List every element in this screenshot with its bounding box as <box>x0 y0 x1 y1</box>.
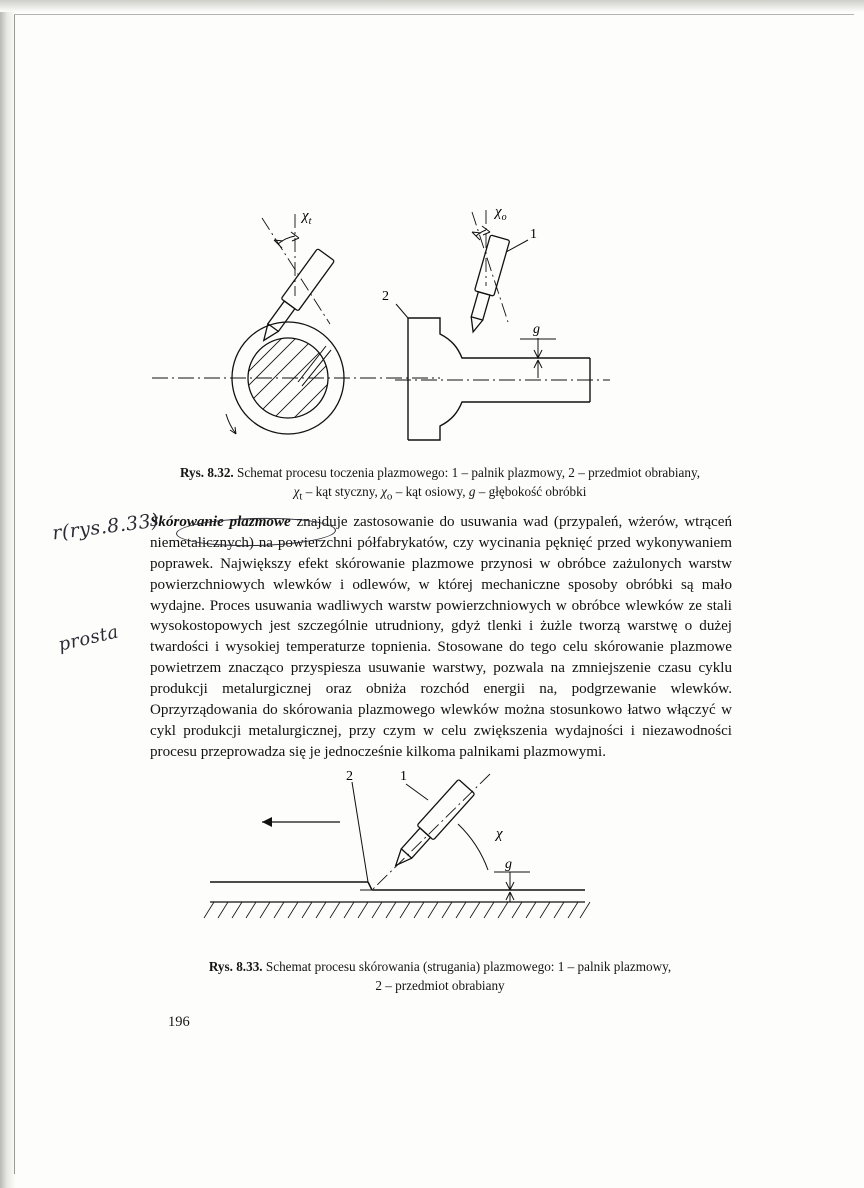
paragraph-body: znajduje zastosowanie do usuwania wad (przypaleń, wżerów, wtrąceń niemetalicznych) na powierzchni półfabrykatów, czy wycinania pęknięć przed wykonywaniem poprawek. Największy efekt skórowanie plazmowe przynosi w obróbce zażulonych warstw powierzchniowych wlewków i odlewów, w której mechaniczne sposoby obróbki są mało wydajne. Proces usuwania wadliwych warstw powierzchniowych w obróbce wlewków ze stali wysokostopowych jest szczególnie utrudniony, gdyż tlenki i żużle tworzą warstwę o dużej twardości i wysokiej temperaturze topnienia. Stosowane do tego celu skórowanie plazmowe powietrzem znacząco przyspiesza usuwanie warstwy, pozwala na zmniejszenie czasu cyklu produkcji metalurgicznej oraz obniża rozchód energii na, podgrzewanie wlewków. Oprzyrządowania do skórowania plazmowego wlewków można stosunkowo łatwo włączyć w cykl produkcji metalurgicznej, przy czym w celu zwiększenia wydajności i niezawodności procesu przeprowadza się je jednocześnie kilkoma palnikami plazmowymi. <box>150 514 732 760</box>
figure-8-33-diagram <box>200 760 660 935</box>
figure-8-32-caption <box>150 464 730 505</box>
figure-8-32-label-g: g <box>533 322 540 337</box>
figure-8-32-caption-text: Schemat procesu toczenia plazmowego: 1 – palnik plazmowy, 2 – przedmiot obrabiany, <box>233 465 701 480</box>
figure-8-33-label-g: g <box>505 857 512 872</box>
figure-8-33-label-2: 2 <box>346 769 353 784</box>
scan-border-line-horizontal <box>14 14 854 15</box>
figure-8-32-caption-number: Rys. 8.32. <box>179 465 234 480</box>
handwritten-annotation-formula-ref: r(rys.8.33) <box>51 509 161 545</box>
figure-8-32-diagram <box>190 200 690 450</box>
handwritten-annotation-prosta: prosta <box>56 621 121 656</box>
figure-8-32-label-1: 1 <box>530 227 537 242</box>
figure-8-32-label-2: 2 <box>382 289 389 304</box>
figure-8-33-label-1: 1 <box>400 769 407 784</box>
page-number: 196 <box>168 1014 190 1030</box>
scan-border-line-vertical <box>14 14 15 1174</box>
figure-8-32-label-chi-o: $\chi_o$ <box>495 204 507 223</box>
figure-8-32-label-chi-t: $\chi_t$ <box>302 208 312 227</box>
body-paragraph <box>150 512 732 763</box>
paragraph-lead-term: Skórowanie plazmowe <box>150 514 291 530</box>
figure-8-33-caption <box>150 958 730 995</box>
figure-8-33-caption-text: Schemat procesu skórowania (strugania) plazmowego: 1 – palnik plazmowy, <box>262 959 672 974</box>
figure-8-33-label-chi: χ <box>496 826 503 842</box>
scan-edge-shadow-top <box>0 0 864 12</box>
figure-8-32-caption-symbols: $\chi_t$ – kąt styczny, $\chi_o$ – kąt osiowy, g – głębokość obróbki <box>293 483 587 503</box>
figure-8-33-caption-number: Rys. 8.33. <box>208 959 263 974</box>
figure-8-33-caption-text-line2: 2 – przedmiot obrabiany <box>375 977 505 993</box>
